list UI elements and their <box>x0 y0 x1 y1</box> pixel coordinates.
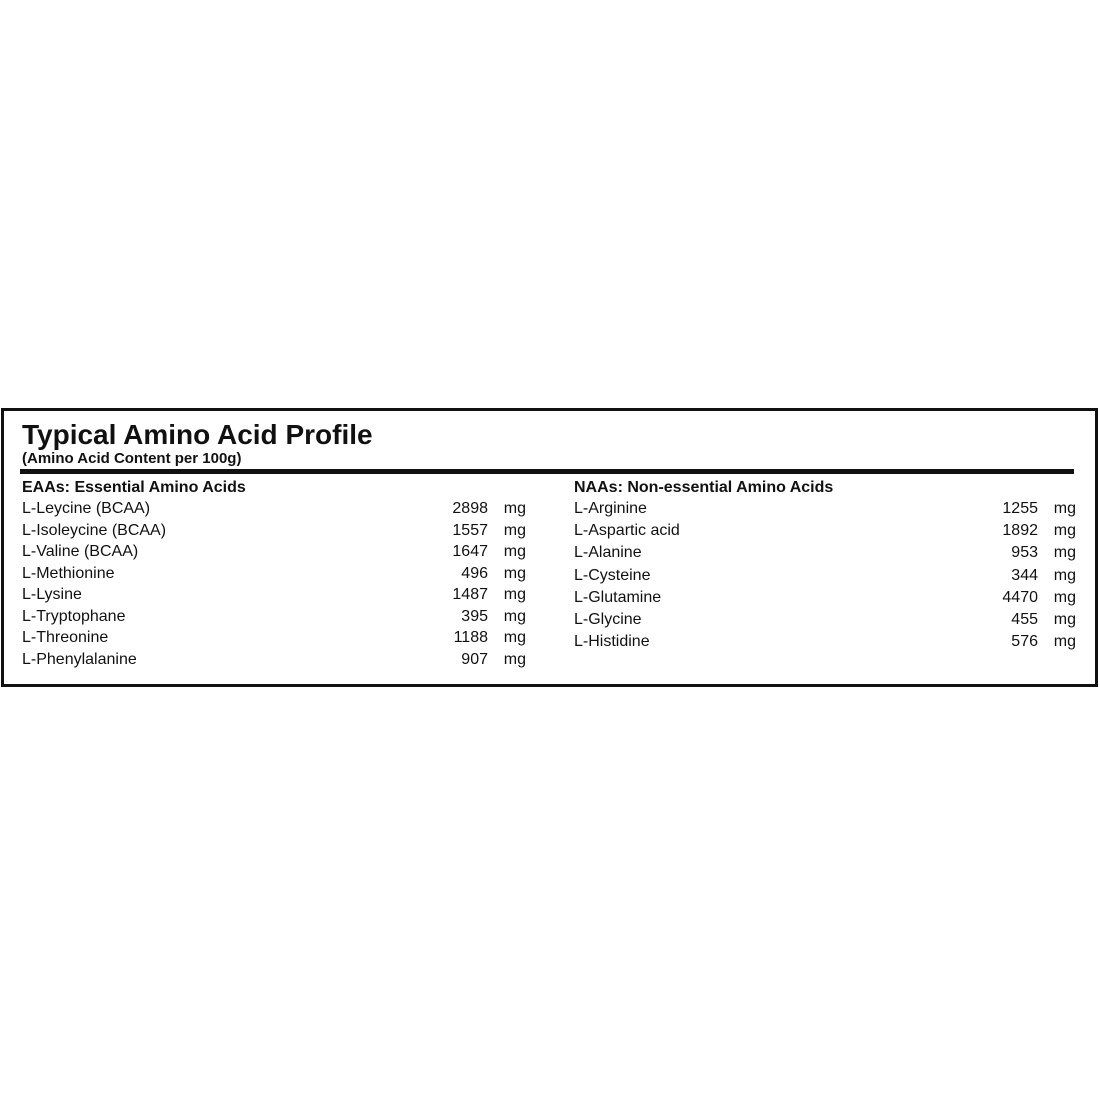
amino-acid-amount: 1487 <box>452 586 488 603</box>
amino-acid-unit: mg <box>1053 566 1076 584</box>
table-row <box>574 542 1078 564</box>
amino-acid-name: L-Leycine (BCAA) <box>22 500 151 517</box>
amino-acid-unit: mg <box>503 607 526 625</box>
table-row <box>574 520 1078 542</box>
amino-acid-unit: mg <box>503 564 526 582</box>
amino-acid-unit: mg <box>1053 544 1076 562</box>
amino-acid-amount: 344 <box>1011 566 1038 584</box>
table-row <box>22 627 528 649</box>
amino-acid-name: L-Valine (BCAA) <box>22 543 139 560</box>
nonessential-heading: NAAs: Non-essential Amino Acids <box>574 479 834 496</box>
amino-acid-unit: mg <box>503 650 526 668</box>
amino-acid-name: L-Alanine <box>574 544 642 562</box>
amino-acid-unit: mg <box>1053 633 1076 651</box>
table-row <box>574 609 1078 631</box>
amino-acid-name: L-Phenylalanine <box>22 650 137 668</box>
table-row <box>574 565 1078 587</box>
amino-acid-amount: 1255 <box>1002 500 1038 517</box>
nonessential-amino-acids-column <box>574 478 1078 653</box>
amino-acid-amount: 496 <box>461 564 488 582</box>
amino-acid-profile-panel <box>1 408 1098 687</box>
amino-acid-amount: 4470 <box>1002 588 1038 606</box>
amino-acid-amount: 1557 <box>452 521 488 539</box>
essential-heading: EAAs: Essential Amino Acids <box>22 479 246 496</box>
amino-acid-unit: mg <box>503 586 526 603</box>
amino-acid-name: L-Lysine <box>22 586 82 603</box>
amino-acid-unit: mg <box>503 500 526 517</box>
amino-acid-name: L-Cysteine <box>574 566 651 584</box>
amino-acid-name: L-Isoleycine (BCAA) <box>22 521 167 539</box>
amino-acid-unit: mg <box>1053 522 1076 540</box>
profile-subtitle: (Amino Acid Content per 100g) <box>22 450 242 467</box>
title-divider <box>20 469 1074 474</box>
table-row <box>22 584 528 606</box>
amino-acid-unit: mg <box>1053 500 1076 517</box>
table-row <box>574 498 1078 520</box>
amino-acid-name: L-Glycine <box>574 610 642 628</box>
profile-title: Typical Amino Acid Profile <box>22 419 373 450</box>
table-row <box>22 541 528 563</box>
amino-acid-unit: mg <box>503 521 526 539</box>
amino-acid-name: L-Methionine <box>22 564 115 582</box>
amino-acid-amount: 1188 <box>453 629 488 646</box>
amino-acid-amount: 953 <box>1011 544 1038 562</box>
amino-acid-unit: mg <box>1053 588 1076 606</box>
amino-acid-amount: 395 <box>461 607 488 625</box>
amino-acid-unit: mg <box>503 629 526 646</box>
amino-acid-name: L-Aspartic acid <box>574 522 680 540</box>
amino-acid-unit: mg <box>1053 610 1076 628</box>
amino-acid-amount: 576 <box>1011 633 1038 651</box>
amino-acid-unit: mg <box>503 543 526 560</box>
table-row <box>22 520 528 542</box>
amino-acid-name: L-Threonine <box>22 629 109 646</box>
table-row <box>22 606 528 628</box>
table-row <box>22 649 528 671</box>
amino-acid-amount: 1892 <box>1002 522 1038 540</box>
amino-acid-amount: 1647 <box>452 543 488 560</box>
amino-acid-amount: 455 <box>1011 610 1038 628</box>
essential-amino-acids-column <box>22 478 528 670</box>
table-row <box>22 563 528 585</box>
amino-acid-name: L-Arginine <box>574 500 647 517</box>
amino-acid-name: L-Tryptophane <box>22 607 126 625</box>
amino-acid-name: L-Glutamine <box>574 588 662 606</box>
table-row <box>574 631 1078 653</box>
table-row <box>574 587 1078 609</box>
amino-acid-name: L-Histidine <box>574 633 650 651</box>
table-row <box>22 498 528 520</box>
amino-acid-amount: 907 <box>461 650 488 668</box>
amino-acid-amount: 2898 <box>452 500 488 517</box>
